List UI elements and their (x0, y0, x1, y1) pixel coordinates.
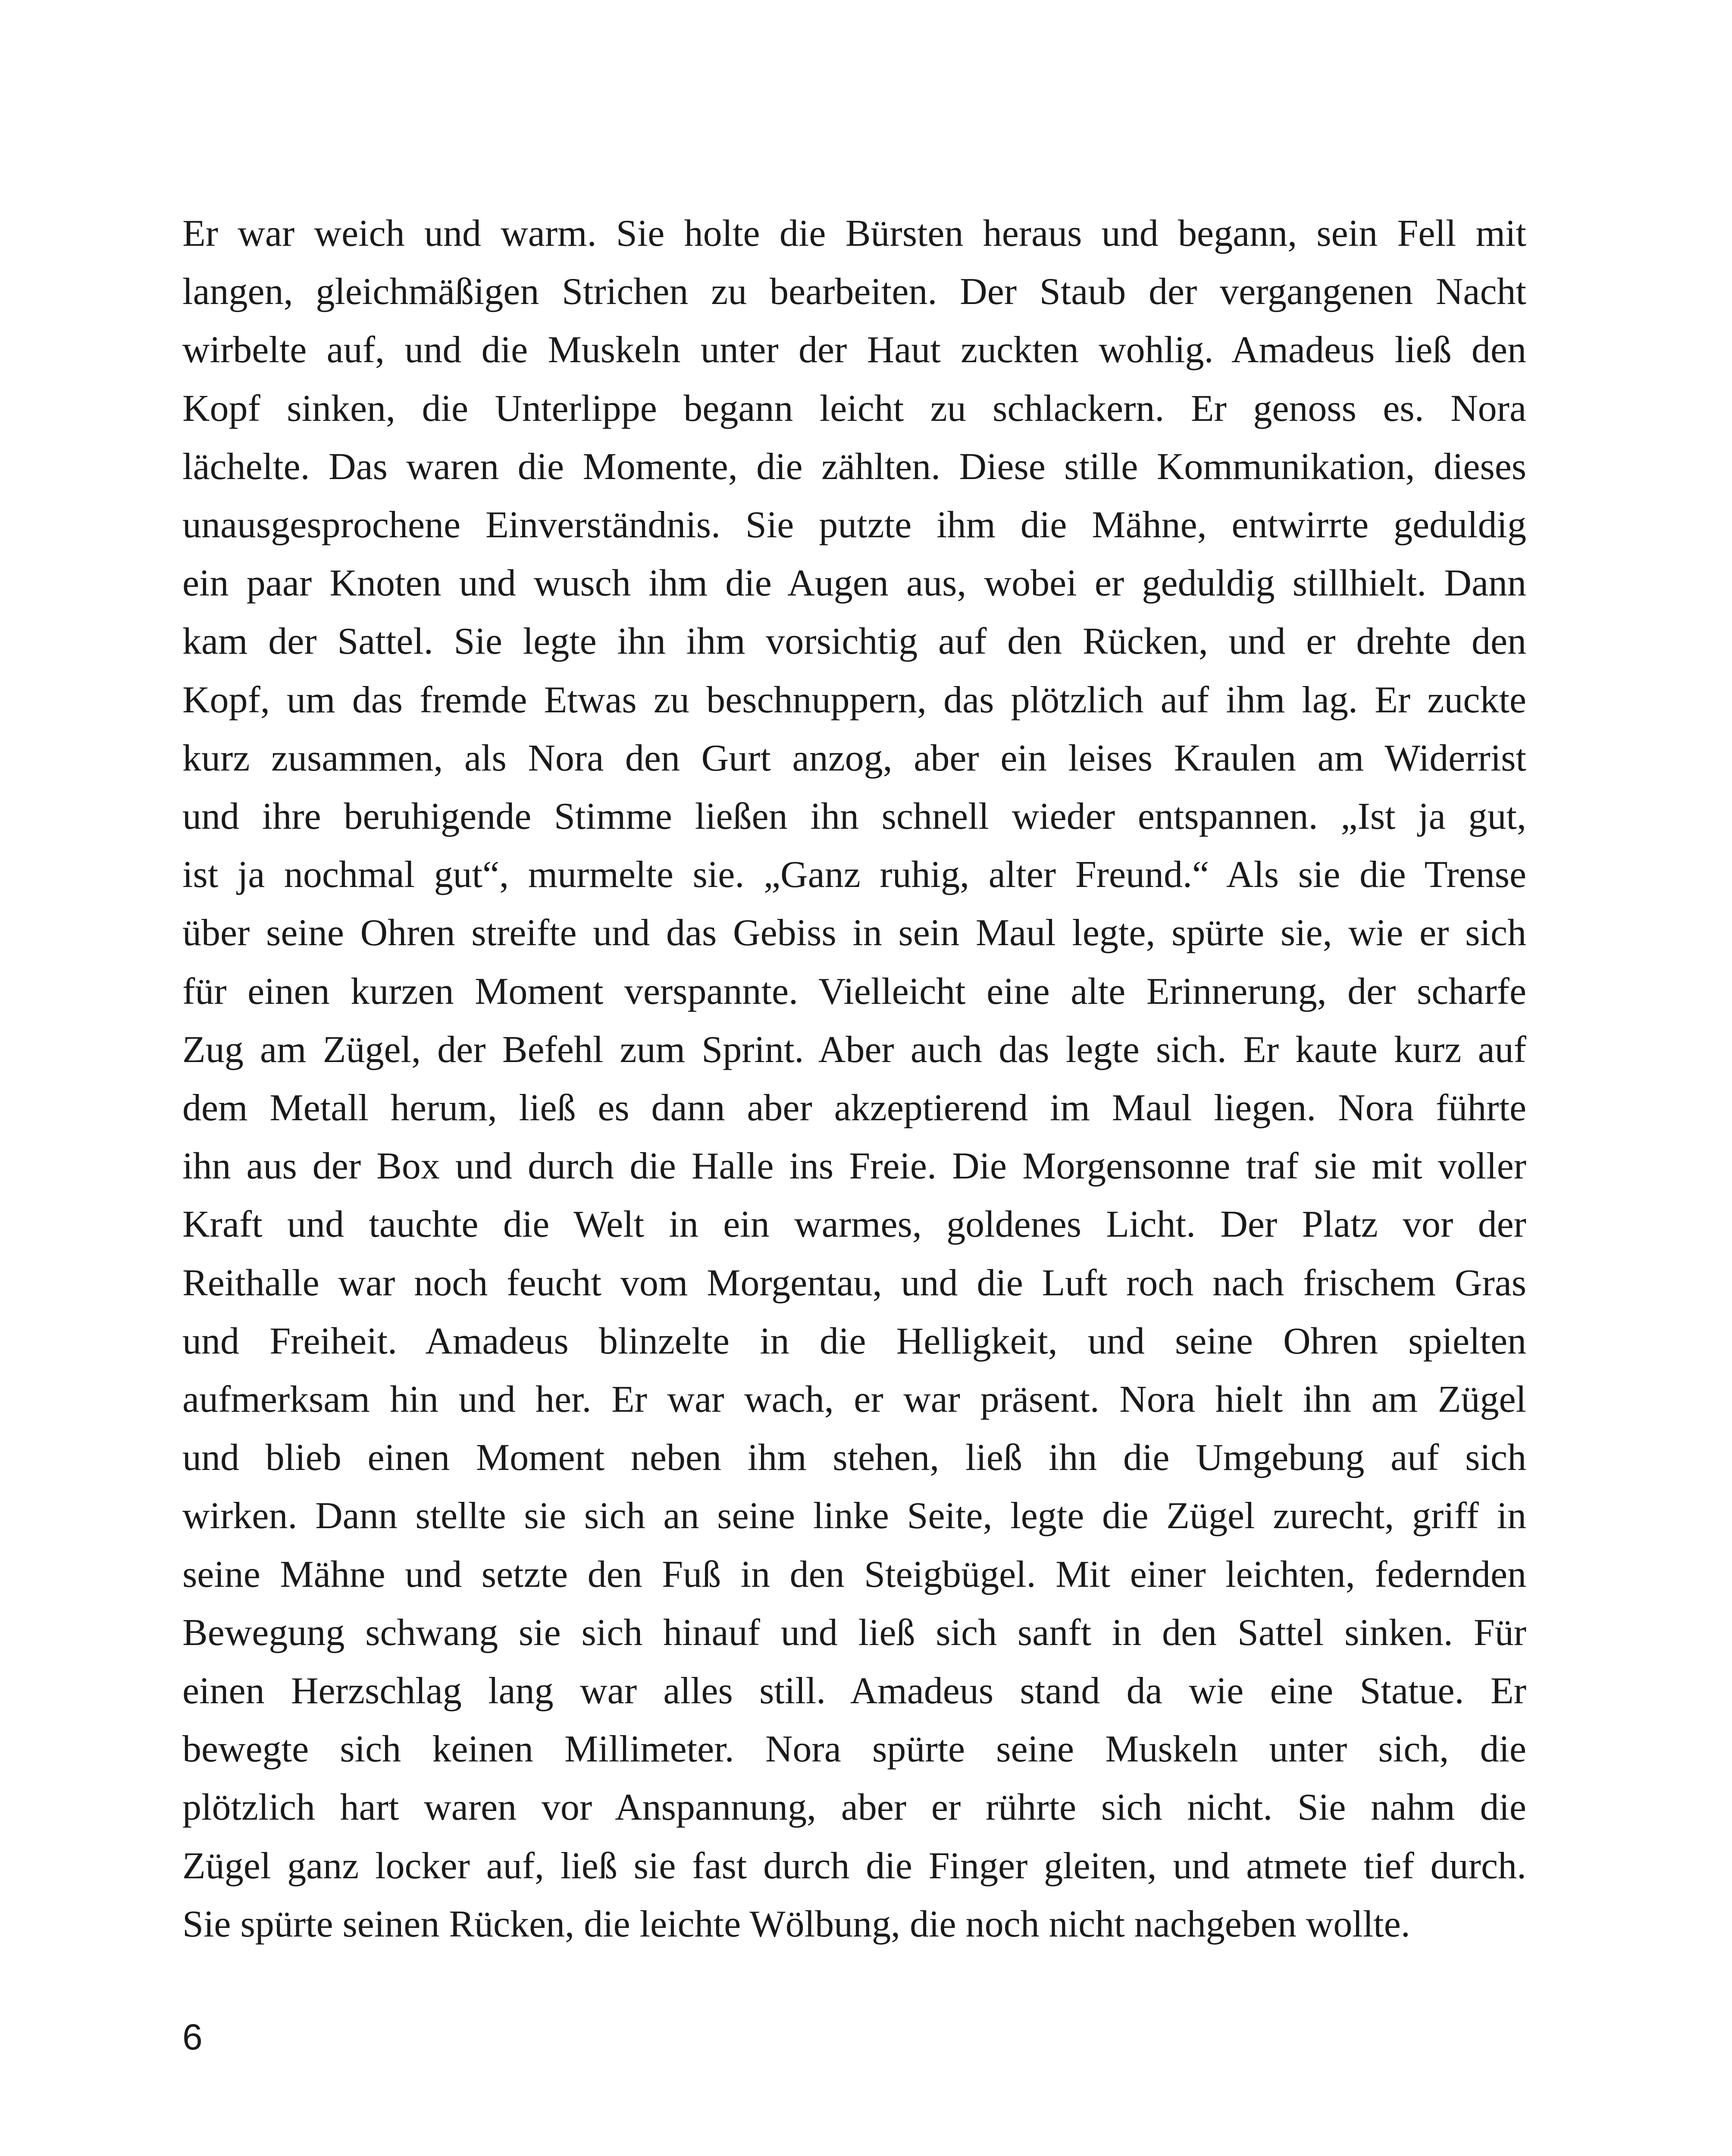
text-line: Bewegung schwang sie sich hinauf und ließ sich sanft in den Sattel sinken. Für (182, 1611, 1526, 1654)
text-line: für einen kurzen Moment verspannte. Vielleicht eine alte Erinnerung, der scharfe (182, 970, 1526, 1012)
text-line: ein paar Knoten und wusch ihm die Augen aus, wobei er geduldig stillhielt. Dann (182, 562, 1526, 605)
text-line: Kopf, um das fremde Etwas zu beschnuppern, das plötzlich auf ihm lag. Er zuckte (182, 679, 1526, 721)
text-line: kurz zusammen, als Nora den Gurt anzog, aber ein leises Kraulen am Widerrist (182, 737, 1526, 779)
text-line: langen, gleichmäßigen Strichen zu bearbeiten. Der Staub der vergangenen Nacht (182, 271, 1526, 313)
text-line: Zug am Zügel, der Befehl zum Sprint. Aber auch das legte sich. Er kaute kurz auf (182, 1028, 1526, 1071)
text-line: Er war weich und warm. Sie holte die Bürsten heraus und begann, sein Fell mit (182, 213, 1526, 254)
text-line: unausgesprochene Einverständnis. Sie putzte ihm die Mähne, entwirrte geduldig (182, 504, 1526, 546)
text-line: und Freiheit. Amadeus blinzelte in die Helligkeit, und seine Ohren spielten (182, 1320, 1526, 1362)
body-paragraph (182, 204, 1526, 1953)
text-line: Reithalle war noch feucht vom Morgentau, und die Luft roch nach frischem Gras (182, 1262, 1526, 1304)
text-line: und blieb einen Moment neben ihm stehen, ließ ihn die Umgebung auf sich (182, 1437, 1526, 1479)
text-line: über seine Ohren streifte und das Gebiss in sein Maul legte, spürte sie, wie er sich (182, 912, 1526, 954)
text-line: lächelte. Das waren die Momente, die zählten. Diese stille Kommunikation, dieses (182, 445, 1526, 488)
text-line: wirken. Dann stellte sie sich an seine linke Seite, legte die Zügel zurecht, griff in (182, 1495, 1526, 1537)
text-line: bewegte sich keinen Millimeter. Nora spürte seine Muskeln unter sich, die (182, 1728, 1526, 1771)
text-line: Sie spürte seinen Rücken, die leichte Wölbung, die noch nicht nachgeben wollte. (182, 1903, 1410, 1945)
text-line: kam der Sattel. Sie legte ihn ihm vorsichtig auf den Rücken, und er drehte den (182, 620, 1526, 663)
text-line: einen Herzschlag lang war alles still. Amadeus stand da wie eine Statue. Er (182, 1670, 1526, 1712)
text-line: Kraft und tauchte die Welt in ein warmes, goldenes Licht. Der Platz vor der (182, 1203, 1526, 1246)
text-line: und ihre beruhigende Stimme ließen ihn schnell wieder entspannen. „Ist ja gut, (182, 796, 1526, 838)
text-line: seine Mähne und setzte den Fuß in den Steigbügel. Mit einer leichten, federnden (182, 1553, 1526, 1595)
text-line: ihn aus der Box und durch die Halle ins Freie. Die Morgensonne traf sie mit voller (182, 1145, 1526, 1188)
text-line: wirbelte auf, und die Muskeln unter der Haut zuckten wohlig. Amadeus ließ den (182, 329, 1526, 371)
text-line: plötzlich hart waren vor Anspannung, aber er rührte sich nicht. Sie nahm die (182, 1786, 1526, 1829)
text-line: ist ja nochmal gut“, murmelte sie. „Ganz ruhig, alter Freund.“ Als sie die Trense (182, 854, 1526, 896)
text-line: Kopf sinken, die Unterlippe begann leicht zu schlackern. Er genoss es. Nora (182, 387, 1526, 429)
text-line: aufmerksam hin und her. Er war wach, er war präsent. Nora hielt ihn am Zügel (182, 1379, 1526, 1421)
page-number: 6 (182, 2017, 203, 2057)
text-line: dem Metall herum, ließ es dann aber akzeptierend im Maul liegen. Nora führte (182, 1087, 1526, 1129)
text-line: Zügel ganz locker auf, ließ sie fast durch die Finger gleiten, und atmete tief durch. (182, 1845, 1526, 1887)
